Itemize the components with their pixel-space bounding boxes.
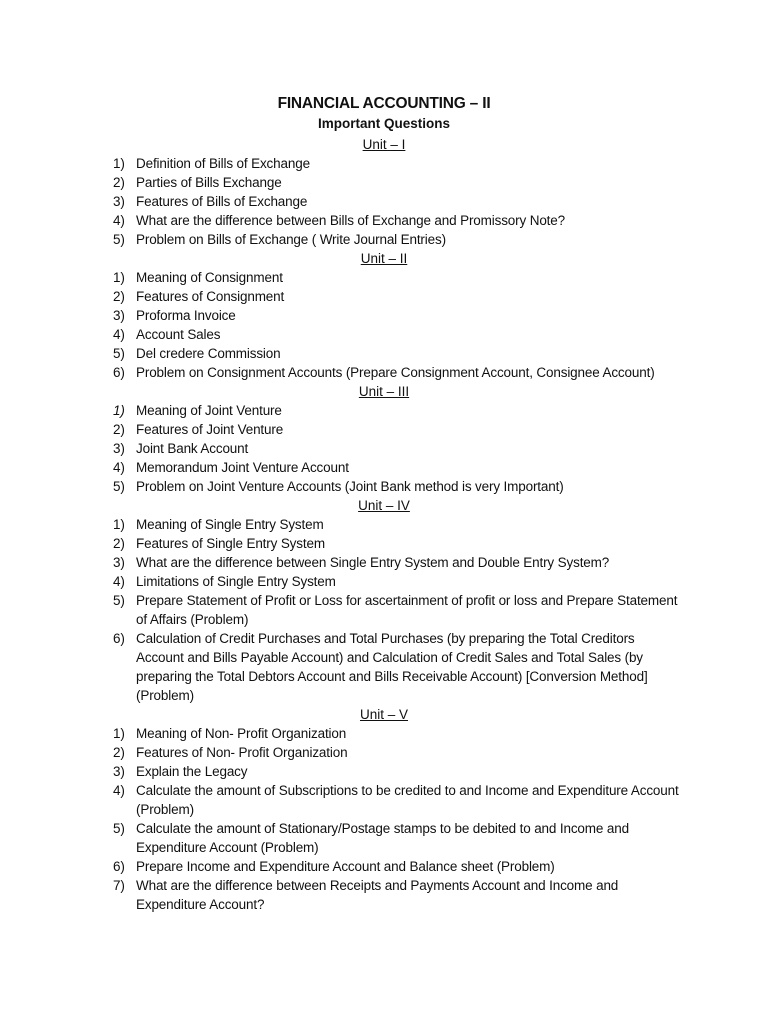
question-number: 2) [113,536,125,551]
question-number: 5) [113,821,125,836]
question-item [0,287,768,306]
question-number: 5) [113,232,125,247]
question-number: 2) [113,745,125,760]
question-number: 3) [113,194,125,209]
question-item [0,325,768,344]
question-text: Calculate the amount of Subscriptions to be credited to and Income and Expenditure Account (Problem) [136,783,679,817]
question-text: Meaning of Joint Venture [136,403,282,418]
question-item [0,857,768,876]
question-number: 2) [113,422,125,437]
question-item [0,629,768,705]
question-text: Account Sales [136,327,221,342]
unit-section-2 [0,249,768,382]
unit-section-3 [0,382,768,496]
question-item [0,306,768,325]
question-text: Meaning of Consignment [136,270,283,285]
question-text: Joint Bank Account [136,441,249,456]
question-list [0,724,768,914]
question-text: Features of Joint Venture [136,422,284,437]
question-item [0,420,768,439]
question-number: 2) [113,175,125,190]
question-number: 3) [113,441,125,456]
unit-heading: Unit – IV [358,498,410,513]
question-text: Features of Single Entry System [136,536,325,551]
question-number: 4) [113,783,125,798]
question-number: 2) [113,289,125,304]
question-item [0,154,768,173]
question-text: What are the difference between Receipts and Payments Account and Income and Expenditure Account? [136,878,619,912]
question-item [0,211,768,230]
question-text: Prepare Income and Expenditure Account and Balance sheet (Problem) [136,859,555,874]
question-item [0,344,768,363]
question-number: 4) [113,213,125,228]
question-item [0,572,768,591]
question-text: What are the difference between Bills of Exchange and Promissory Note? [136,213,565,228]
question-number: 1) [113,270,125,285]
question-number: 1) [113,156,125,171]
unit-section-5 [0,705,768,914]
question-text: Features of Non- Profit Organization [136,745,348,760]
document-page [0,94,768,914]
question-number: 4) [113,460,125,475]
question-number: 6) [113,365,125,380]
question-item [0,876,768,914]
question-text: Features of Bills of Exchange [136,194,308,209]
question-list [0,268,768,382]
question-number: 1) [113,726,125,741]
question-list [0,515,768,705]
document-title: FINANCIAL ACCOUNTING – II [277,95,491,112]
question-text: Calculation of Credit Purchases and Total Purchases (by preparing the Total Creditors Account and Bills Payable Account) and Calculation of Credit Sales and Total Sales (by preparing the Total Debtors Account and Bills Receivable Account) [Conversion Method] (Problem) [136,631,648,703]
question-item [0,743,768,762]
question-text: What are the difference between Single Entry System and Double Entry System? [136,555,610,570]
question-text: Problem on Consignment Accounts (Prepare Consignment Account, Consignee Account) [136,365,655,380]
unit-heading: Unit – I [362,137,406,152]
question-number: 5) [113,346,125,361]
question-item [0,401,768,420]
question-text: Parties of Bills Exchange [136,175,282,190]
question-text: Problem on Joint Venture Accounts (Joint Bank method is very Important) [136,479,564,494]
unit-section-1 [0,135,768,249]
question-text: Del credere Commission [136,346,281,361]
question-number: 3) [113,555,125,570]
question-item [0,192,768,211]
question-item [0,173,768,192]
question-text: Features of Consignment [136,289,285,304]
question-item [0,363,768,382]
question-text: Limitations of Single Entry System [136,574,336,589]
question-item [0,781,768,819]
unit-heading: Unit – II [360,251,408,266]
question-item [0,458,768,477]
question-item [0,553,768,572]
question-number: 7) [113,878,125,893]
question-number: 3) [113,764,125,779]
question-item [0,762,768,781]
question-item [0,268,768,287]
question-item [0,439,768,458]
question-text: Prepare Statement of Profit or Loss for ascertainment of profit or loss and Prepare Statement of Affairs (Problem) [136,593,678,627]
question-item [0,534,768,553]
question-item [0,819,768,857]
unit-heading: Unit – V [359,707,409,722]
question-number: 5) [113,479,125,494]
question-number: 6) [113,859,125,874]
question-number: 3) [113,308,125,323]
question-number: 5) [113,593,125,608]
question-number: 1) [113,403,125,418]
question-text: Explain the Legacy [136,764,248,779]
question-text: Proforma Invoice [136,308,236,323]
question-text: Meaning of Non- Profit Organization [136,726,347,741]
question-number: 4) [113,327,125,342]
question-item [0,477,768,496]
question-item [0,515,768,534]
question-text: Meaning of Single Entry System [136,517,324,532]
question-number: 6) [113,631,125,646]
question-text: Calculate the amount of Stationary/Postage stamps to be debited to and Income and Expenditure Account (Problem) [136,821,629,855]
unit-section-4 [0,496,768,705]
question-item [0,724,768,743]
question-text: Memorandum Joint Venture Account [136,460,349,475]
unit-heading: Unit – III [358,384,410,399]
question-item [0,591,768,629]
question-number: 1) [113,517,125,532]
question-list [0,154,768,249]
question-text: Definition of Bills of Exchange [136,156,310,171]
question-number: 4) [113,574,125,589]
question-list [0,401,768,496]
document-subtitle: Important Questions [317,116,450,131]
question-item [0,230,768,249]
question-text: Problem on Bills of Exchange ( Write Journal Entries) [136,232,446,247]
